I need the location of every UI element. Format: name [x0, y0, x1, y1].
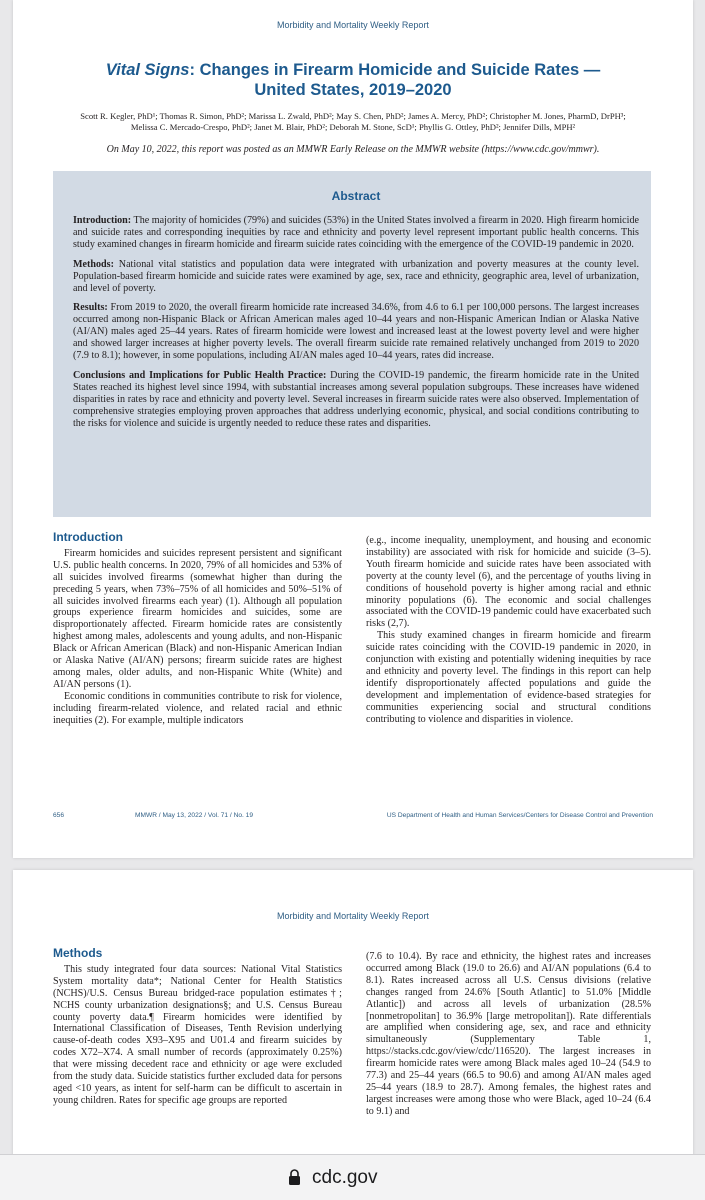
intro-paragraph-3: (e.g., income inequality, unemployment, and housing and economic instability) are associated with risk for homicide and suicide (3–5). Youth firearm homicide and suicide rates have been associated with poverty at the county level (6), and the percentage of youths living in conditions of household poverty is higher among racial and ethnic minority populations (6). The economic and social challenges associated with the COVID-19 pandemic could have exacerbated such risks (2,7).	[366, 535, 651, 630]
early-release-note: On May 10, 2022, this report was posted as an MMWR Early Release on the MMWR website (https://www.cdc.gov/mmwr).	[106, 144, 600, 155]
abstract-heading: Abstract	[331, 189, 381, 203]
results-paragraph-1: (7.6 to 10.4). By race and ethnicity, the highest rates and increases occurred among Black (19.0 to 26.6) and AI/AN populations (6.4 to 8.1). Rates increased across all U.S. Census divisions (relative changes ranged from 24.6% [South Atlantic] to 51.0% [Middle Atlantic]) and across all levels of urbanization (28.5% [nonmetropolitan] to 36.9% [large metropolitan]). Rate differentials are amplified when considering age, sex, and race and ethnicity simultaneously (Supplementary Table 1, https://stacks.cdc.gov/view/cdc/116520). The largest increases in firearm homicide rates were among Black males aged 10–24 (54.9 to 77.3) and 25–44 years (66.5 to 90.6) and among AI/AN males aged 25–44 years (18.9 to 28.7). Among females, the highest rates and largest increases were among those who were Black, aged 10–24 (6.4 to 9.1) and	[366, 951, 651, 1117]
title-line1: : Changes in Firearm Homicide and Suicide Rates —	[189, 61, 601, 79]
footer-issue: MMWR / May 13, 2022 / Vol. 71 / No. 19	[135, 812, 254, 819]
article-title	[43, 60, 663, 100]
footer-page-number: 656	[53, 812, 65, 819]
methods-heading: Methods	[53, 946, 103, 960]
abstract-methods	[73, 259, 639, 295]
title-italic: Vital Signs	[105, 61, 190, 79]
intro-paragraph-2: Economic conditions in communities contribute to risk for violence, including firearm-related violence, and related racial and ethnic inequities (2). For example, multiple indicators	[53, 690, 342, 726]
abstract-methods-text: National vital statistics and population data were integrated with urbanization and poverty measures at the county level. Population-based firearm homicide and suicide rates were examined by age, sex, race and ethnicity, geographic area, level of urbanization, and level of poverty.	[73, 258, 639, 294]
document-page-2	[13, 870, 693, 1190]
document-page-1	[13, 0, 693, 858]
authors-line-2: Melissa C. Mercado-Crespo, PhD²; Janet M. Blair, PhD²; Deborah M. Stone, ScD¹; Phyllis G. Ottley, PhD²; Jennifer Dills, MPH²	[130, 122, 576, 132]
lock-icon	[288, 1169, 301, 1186]
right-column	[366, 535, 651, 726]
abstract-introduction-text: The majority of homicides (79%) and suicides (53%) in the United States involved a firearm in 2020. High firearm homicide and suicide rates and corresponding inequities by race and ethnicity and poverty level represent important public health concerns. This study examined changes in firearm homicide and firearm suicide rates coinciding with the emergence of the COVID-19 pandemic in 2020.	[73, 215, 639, 250]
abstract-results	[73, 302, 639, 362]
intro-paragraph-4: This study examined changes in firearm homicide and firearm suicide rates coinciding with the COVID-19 pandemic in 2020, in conjunction with existing and potentially widening inequities by race and ethnicity and poverty level. The findings in this report can help identify disproportionately affected populations and guide the development and implementation of evidence-based strategies for communities experiencing social and structural conditions contributing to violence and disparities in violence.	[366, 630, 651, 725]
abstract-introduction	[73, 215, 639, 251]
url-text[interactable]: cdc.gov	[312, 1167, 378, 1188]
abstract-conclusions-text: During the COVID-19 pandemic, the firearm homicide rate in the United States reached its highest level since 1994, with substantial increases among several population subgroups. These increases have widened disparities in rates by race and ethnicity and poverty level. Several increases in firearm suicide rates were also observed. Implementation of comprehensive strategies employing proven approaches that address underlying economic, physical, and social conditions contributing to the risks for violence and suicide is urgently needed to reduce these rates and disparities.	[73, 369, 639, 429]
right-column-2	[366, 951, 651, 1118]
author-list	[43, 111, 663, 133]
left-column-2	[53, 948, 342, 1107]
running-head-2: Morbidity and Mortality Weekly Report	[277, 911, 429, 921]
methods-paragraph-1: This study integrated four data sources: National Vital Statistics System mortality data*; National Center for Health Statistics (NCHS)/U.S. Census Bureau bridged-race population estimates†; NCHS county urbanization designations§; and U.S. Census Bureau county poverty data.¶ Firearm homicides were identified by International Classification of Diseases, Tenth Revision underlying cause-of-death codes X93–X95 and U01.4 and firearm suicides by codes X72–X74. A small number of records (approximately 0.25%) that were missing decedent race and ethnicity or age were excluded from the study data. Suicide statistics further excluded data for persons aged <10 years, as intent for self-harm can be difficult to ascertain in young children. Rates for specific age groups are reported	[53, 963, 342, 1106]
abstract-conclusions-label: Conclusions and Implications for Public Health Practice:	[73, 369, 327, 381]
abstract-box	[53, 171, 651, 517]
abstract-introduction-label: Introduction:	[73, 215, 132, 226]
abstract-conclusions	[73, 370, 639, 430]
title-line2: United States, 2019–2020	[254, 81, 452, 99]
footer-department: US Department of Health and Human Services/Centers for Disease Control and Prevention	[386, 812, 653, 819]
authors-line-1: Scott R. Kegler, PhD¹; Thomas R. Simon, PhD²; Marissa L. Zwald, PhD²; May S. Chen, PhD²; James A. Mercy, PhD²; Christopher M. Jones, PharmD, DrPH³;	[80, 111, 626, 121]
intro-paragraph-1: Firearm homicides and suicides represent persistent and significant U.S. public health concerns. In 2020, 79% of all homicides and 53% of all suicides involved firearms (somewhat higher than during the preceding 5 years, when 73%–75% of all homicides and 50%–51% of all suicides involved firearms each year) (1). Although all population groups experience firearm homicides and suicides, some are disproportionately affected. Firearm homicide rates are consistently highest among males, adolescents and young adults, and non-Hispanic Black or African American (Black) and non-Hispanic American Indian or Alaska Native (AI/AN) persons; firearm suicide rates are highest among males, older adults, and non-Hispanic White (White) and AI/AN persons (1).	[53, 547, 342, 690]
browser-address-bar[interactable]	[0, 1154, 705, 1200]
abstract-results-label: Results:	[73, 302, 108, 314]
left-column	[53, 532, 342, 727]
abstract-results-text: From 2019 to 2020, the overall firearm homicide rate increased 34.6%, from 4.6 to 6.1 per 100,000 persons. The largest increases occurred among non-Hispanic Black or African American males aged 10–44 years and non-Hispanic American Indian or Alaska Native (AI/AN) males aged 25–44 years. Rates of firearm homicide were lowest and increased least at the lowest poverty level and were higher and showed larger increases at higher poverty levels. The overall firearm suicide rate remained relatively unchanged from 2019 to 2020 (7.9 to 8.1); however, in some populations, including AI/AN males aged 10–44 years, rates did increase.	[73, 302, 639, 362]
running-head: Morbidity and Mortality Weekly Report	[277, 20, 429, 30]
abstract-methods-label: Methods:	[73, 258, 114, 270]
introduction-heading: Introduction	[53, 530, 123, 544]
